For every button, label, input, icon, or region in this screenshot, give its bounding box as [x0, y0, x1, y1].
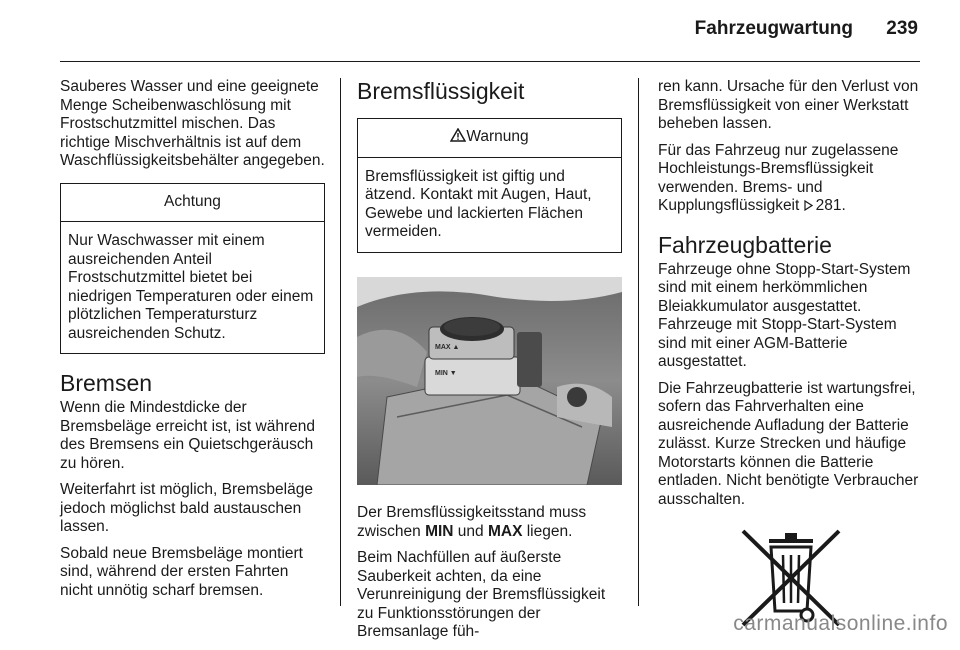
- fluid-level-and: und: [453, 522, 488, 540]
- photo-label-min: MIN ▼: [435, 369, 457, 377]
- photo-label-max: MAX ▲: [435, 343, 460, 351]
- max-mark: MAX: [487, 522, 523, 540]
- battery-heading: Fahrzeugbatterie: [658, 231, 832, 258]
- warning-header: [358, 119, 621, 158]
- caution-text: Nur Waschwasser mit einem ausreichenden Anteil Frostschutzmittel bietet bei niedrigen Temperaturen oder einem plötzlichen Temperatursturz ausreichenden Schutz.: [68, 232, 314, 342]
- fluid-level-end: liegen.: [522, 522, 573, 540]
- washer-fluid-paragraph: Sauberes Wasser und eine geeignete Menge Scheibenwaschlösung mit Frostschutzmittel mischen. Das richtige Mischverhältnis ist auf dem Waschflüssigkeitsbehälter angegeben.: [60, 78, 325, 169]
- reference-arrow-icon: [804, 200, 813, 211]
- column-1: [60, 78, 325, 608]
- page-number: 239: [886, 18, 918, 39]
- column-3: [658, 78, 923, 629]
- min-mark: MIN: [425, 522, 454, 540]
- fluid-level-paragraph: [357, 504, 622, 541]
- battery-paragraph-2: Die Fahrzeugbatterie ist wartungsfrei, sofern das Fahrverhalten eine ausreichende Aufladung der Batterie zulässt. Kurze Strecken und häufige Motorstarts können die Batterie entladen. Nicht benötigte Verbraucher ausschalten.: [658, 379, 919, 508]
- page-header: [695, 18, 918, 40]
- warning-title: Warnung: [466, 128, 529, 145]
- fluid-level-text: Der Bremsflüssigkeitsstand muss zwischen: [357, 504, 587, 540]
- approved-fluid-text: Für das Fahrzeug nur zugelassene Hochleistungs-Bremsflüssigkeit verwenden. Brems- und Kupplungsflüssigkeit: [658, 141, 899, 214]
- warning-triangle-icon: [450, 128, 466, 142]
- caution-box: [60, 183, 325, 355]
- watermark: carmanualsonline.info: [733, 612, 948, 635]
- caution-title: Achtung: [61, 184, 324, 223]
- column-2: [357, 78, 622, 650]
- header-rule: [60, 61, 920, 62]
- warning-text: Bremsflüssigkeit ist giftig und ätzend. Kontakt mit Augen, Haut, Gewebe und lackierten Flächen vermeiden.: [365, 167, 592, 240]
- column-divider-1: [340, 78, 341, 606]
- brakes-paragraph-3: Sobald neue Bremsbeläge montiert sind, während der ersten Fahrten nicht unnötig scharf bremsen.: [60, 544, 303, 599]
- continued-paragraph: ren kann. Ursache für den Verlust von Bremsflüssigkeit von einer Werkstatt beheben lassen.: [658, 78, 919, 132]
- refill-paragraph: Beim Nachfüllen auf äußerste Sauberkeit achten, da eine Verunreinigung der Bremsflüssigkeit zu Funktionsstörungen der Bremsanlage füh-: [357, 549, 606, 640]
- battery-paragraph-1: Fahrzeuge ohne Stopp-Start-System sind mit einem herkömmlichen Bleiakkumulator ausgestattet. Fahrzeuge mit Stopp-Start-System sind mit einer AGM-Batterie ausgestattet.: [658, 260, 911, 370]
- brake-fluid-reservoir-photo: [357, 277, 622, 485]
- brakes-paragraph-1: Wenn die Mindestdicke der Bremsbeläge erreicht ist, ist während des Bremsens ein Quietschgeräusch zu hören.: [60, 399, 316, 472]
- page-reference-link[interactable]: 281.: [815, 197, 846, 214]
- brake-fluid-heading: Bremsflüssigkeit: [357, 78, 525, 104]
- warning-box: [357, 118, 622, 253]
- brakes-heading: Bremsen: [60, 370, 153, 396]
- column-divider-2: [638, 78, 639, 606]
- brakes-paragraph-2: Weiterfahrt ist möglich, Bremsbeläge jedoch möglichst bald austauschen lassen.: [60, 481, 313, 535]
- approved-fluid-paragraph: [658, 142, 923, 216]
- page-title: Fahrzeugwartung: [694, 18, 854, 39]
